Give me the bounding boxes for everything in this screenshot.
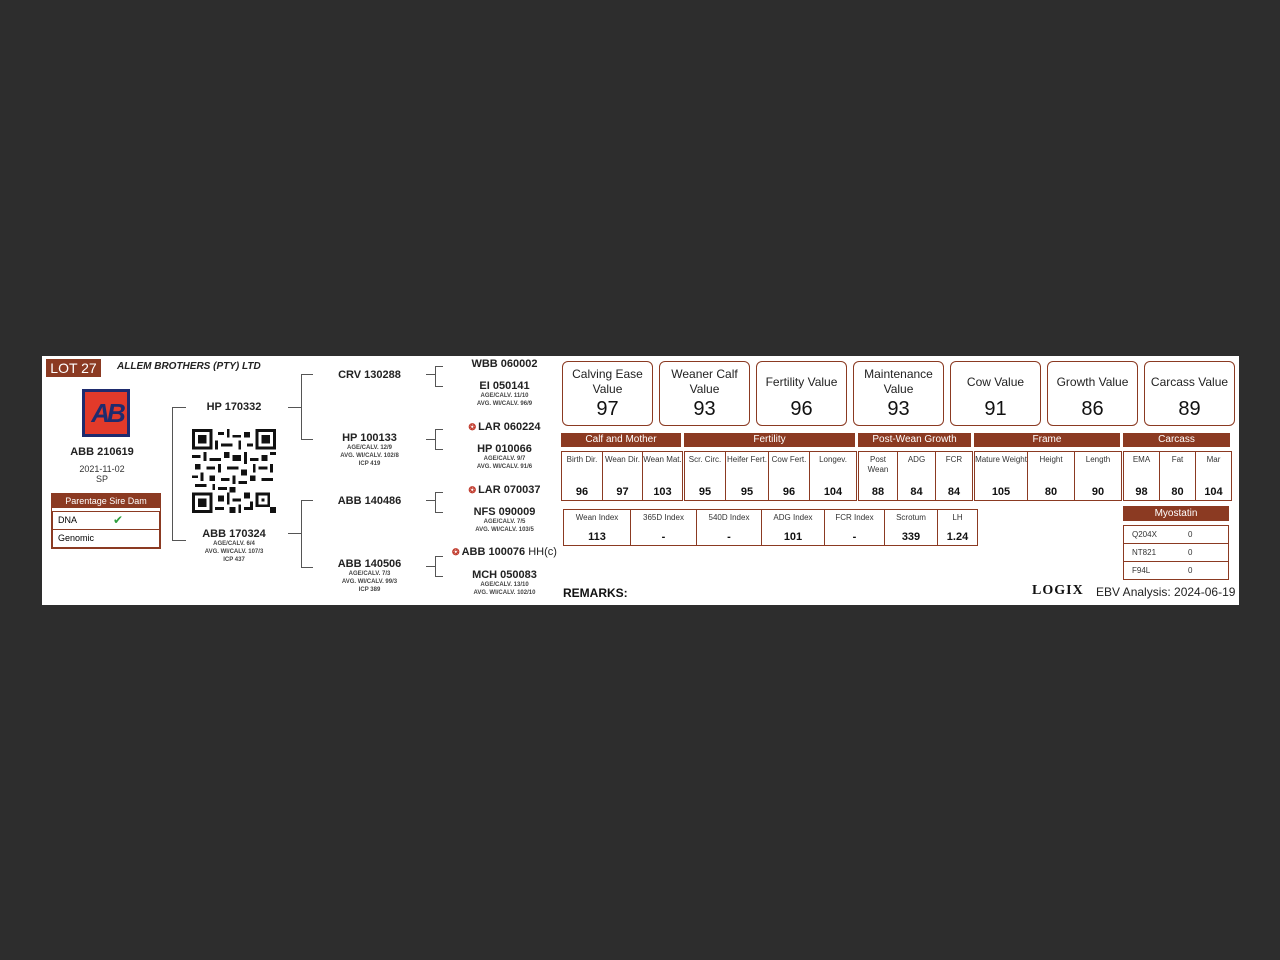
index-header: ADG Index xyxy=(773,513,813,522)
connector xyxy=(172,407,173,540)
ebv-value: 80 xyxy=(1044,486,1058,498)
index-value: 1.24 xyxy=(946,531,969,543)
ebv-value: 97 xyxy=(616,486,629,498)
connector xyxy=(288,407,301,408)
ebv-value: 96 xyxy=(782,486,796,498)
value-box-calving-ease xyxy=(562,361,653,426)
ebv-cell xyxy=(562,452,602,500)
ebv-cell xyxy=(602,452,642,500)
ebv-cell xyxy=(725,452,768,500)
myostatin-title: Myostatin xyxy=(1123,506,1229,521)
pedigree-sss: WBB 060002 xyxy=(471,358,538,370)
ebv-header: FCR xyxy=(945,455,963,464)
ebv-header: Wean Mat. xyxy=(643,455,682,464)
index-value: 101 xyxy=(783,531,803,543)
qr-code-icon[interactable] xyxy=(192,429,276,513)
group-header-calf-mother: Calf and Mother xyxy=(561,433,681,447)
connector xyxy=(435,429,443,430)
dss-id: LAR 070037 xyxy=(478,484,541,496)
check-icon: ✔ xyxy=(113,513,124,527)
value-box-carcass xyxy=(1144,361,1235,426)
connector xyxy=(301,374,302,439)
ebv-table-fertility xyxy=(684,451,857,501)
connector xyxy=(435,366,443,367)
group-header-fertility: Fertility xyxy=(684,433,855,447)
value-label: Carcass Value xyxy=(1150,374,1229,389)
ebv-value: 95 xyxy=(698,486,712,498)
connector xyxy=(172,407,186,408)
ebv-cell xyxy=(1027,452,1074,500)
group-header-carcass: Carcass xyxy=(1123,433,1230,447)
pedigree-sd xyxy=(317,432,422,468)
connector xyxy=(435,492,436,512)
value-number: 89 xyxy=(1178,398,1201,420)
value-label: Weaner Calf Value xyxy=(671,367,738,396)
parentage-row-genomic xyxy=(53,529,159,547)
logo-text: AB xyxy=(91,398,123,428)
dd-icp: ICP 389 xyxy=(358,587,381,593)
ebv-header: Birth Dir. xyxy=(566,455,598,464)
ssd-id: EI 050141 xyxy=(479,380,530,392)
index-header: 540D Index xyxy=(708,513,750,522)
connector xyxy=(435,556,443,557)
value-number: 93 xyxy=(693,398,716,420)
pedigree-dss xyxy=(446,484,563,496)
ebv-cell xyxy=(975,452,1027,500)
myostatin-row xyxy=(1123,544,1229,562)
sd-age: AGE/CALV. 12/9 xyxy=(346,445,393,451)
dam-icp: ICP 437 xyxy=(223,557,245,563)
value-box-fertility xyxy=(756,361,847,426)
dam-age: AGE/CALV. 6/4 xyxy=(213,541,255,547)
index-value: 113 xyxy=(588,531,606,543)
group-header-frame: Frame xyxy=(974,433,1120,447)
ebv-value: 95 xyxy=(740,486,754,498)
connector xyxy=(435,386,443,387)
index-header: Wean Index xyxy=(575,513,619,522)
value-label: Cow Value xyxy=(966,374,1025,389)
sdd-age: AGE/CALV. 9/7 xyxy=(483,456,526,462)
myostatin-table xyxy=(1123,506,1229,580)
parentage-table xyxy=(51,493,161,549)
index-table xyxy=(563,509,978,546)
connector xyxy=(301,500,302,567)
ebv-header: Cow Fert. xyxy=(771,455,807,464)
connector xyxy=(435,429,436,449)
brand-logo: LOGIX xyxy=(1032,583,1084,598)
owner-name: ALLEM BROTHERS (PTY) LTD xyxy=(117,361,261,372)
pedigree-sire: HP 170332 xyxy=(206,401,262,413)
genomic-flag-icon: ❂ xyxy=(452,547,460,557)
connector xyxy=(172,540,186,541)
ebv-value: 98 xyxy=(1135,486,1148,498)
ebv-value: 96 xyxy=(575,486,589,498)
myostatin-value: 0 xyxy=(1188,530,1193,539)
index-value: - xyxy=(727,531,731,543)
ddd-id: MCH 050083 xyxy=(472,569,537,581)
ebv-cell xyxy=(859,452,897,500)
ebv-header: Wean Dir. xyxy=(605,455,640,464)
sdd-avg: AVG. WI/CALV. 91/6 xyxy=(476,464,533,470)
ebv-value: 103 xyxy=(653,486,672,498)
remarks-label: REMARKS: xyxy=(563,586,628,600)
index-cell xyxy=(630,510,696,545)
connector xyxy=(301,567,313,568)
ebv-header: Longev. xyxy=(819,455,847,464)
sd-avg: AVG. WI/CALV. 102/8 xyxy=(340,453,399,459)
dsd-id: NFS 090009 xyxy=(473,506,536,518)
value-number: 86 xyxy=(1081,398,1104,420)
ebv-header: ADG xyxy=(907,455,926,464)
lot-badge: LOT 27 xyxy=(46,359,101,377)
ebv-table-carcass xyxy=(1123,451,1232,501)
ebv-header: Height xyxy=(1039,455,1063,464)
connector xyxy=(288,533,301,534)
ebv-table-post-wean xyxy=(858,451,973,501)
index-value: - xyxy=(852,531,857,543)
connector xyxy=(426,439,435,440)
ebv-value: 90 xyxy=(1091,486,1105,498)
connector xyxy=(435,492,443,493)
ebv-value: 105 xyxy=(991,486,1011,498)
pedigree-dds xyxy=(446,546,563,558)
ebv-cell xyxy=(1074,452,1121,500)
connector xyxy=(435,576,443,577)
ebv-cell xyxy=(685,452,725,500)
ddd-avg: AVG. WI/CALV. 102/10 xyxy=(473,590,536,596)
sd-icp: ICP 419 xyxy=(358,461,381,467)
value-label: Growth Value xyxy=(1056,374,1129,389)
dds-id: ABB 100076 xyxy=(461,546,526,558)
breeder-logo xyxy=(82,389,130,437)
ssd-avg: AVG. WI/CALV. 96/9 xyxy=(476,401,533,407)
pedigree-ssd xyxy=(446,380,563,408)
parentage-row-dna xyxy=(53,512,159,529)
value-box-cow xyxy=(950,361,1041,426)
dds-suffix: HH(c) xyxy=(528,546,557,558)
ebv-table-calf-mother xyxy=(561,451,683,501)
connector xyxy=(426,566,435,567)
myostatin-value: 0 xyxy=(1188,566,1193,575)
pedigree-dam xyxy=(190,528,278,564)
ebv-cell xyxy=(1195,452,1231,500)
dd-id: ABB 140506 xyxy=(337,558,402,570)
myostatin-key: Q204X xyxy=(1132,530,1157,539)
index-header: 365D Index xyxy=(643,513,684,522)
sd-id: HP 100133 xyxy=(342,432,397,444)
index-cell xyxy=(761,510,824,545)
ebv-header: EMA xyxy=(1132,455,1151,464)
animal-id: ABB 210619 xyxy=(70,446,134,458)
dd-avg: AVG. WI/CALV. 99/3 xyxy=(341,579,398,585)
index-cell xyxy=(937,510,977,545)
pedigree-sdd xyxy=(446,443,563,471)
value-box-weaner-calf xyxy=(659,361,750,426)
index-cell xyxy=(696,510,761,545)
myostatin-row xyxy=(1123,525,1229,544)
index-cell xyxy=(824,510,884,545)
connector xyxy=(426,374,435,375)
connector xyxy=(301,439,313,440)
index-header: Scrotum xyxy=(896,513,926,522)
sdd-id: HP 010066 xyxy=(477,443,532,455)
parentage-label: Genomic xyxy=(58,533,95,543)
ebv-header: Mature Weight xyxy=(975,455,1027,464)
animal-sex: SP xyxy=(95,474,108,484)
parentage-label: DNA xyxy=(58,515,78,525)
value-box-growth xyxy=(1047,361,1138,426)
pedigree-ss: CRV 130288 xyxy=(338,369,401,381)
ebv-value: 104 xyxy=(823,486,843,498)
sds-id: LAR 060224 xyxy=(478,421,541,433)
dd-age: AGE/CALV. 7/3 xyxy=(348,571,391,577)
animal-info xyxy=(42,446,162,484)
index-cell xyxy=(564,510,630,545)
connector xyxy=(426,500,435,501)
value-number: 91 xyxy=(984,398,1007,420)
ebv-header: Scr. Circ. xyxy=(688,455,722,464)
pedigree-sds xyxy=(446,421,563,433)
ebv-value: 84 xyxy=(947,486,961,498)
index-value: - xyxy=(661,531,666,543)
group-header-post-wean: Post-Wean Growth xyxy=(858,433,971,447)
animal-dob: 2021-11-02 xyxy=(79,464,125,474)
value-number: 93 xyxy=(887,398,910,420)
index-header: FCR Index xyxy=(835,513,874,522)
value-label: Calving Ease Value xyxy=(572,367,643,396)
ssd-age: AGE/CALV. 11/10 xyxy=(480,393,529,399)
parentage-header: Parentage Sire Dam xyxy=(52,494,160,508)
value-number: 97 xyxy=(596,398,619,420)
ebv-cell xyxy=(642,452,682,500)
connector xyxy=(301,500,313,501)
index-cell xyxy=(884,510,937,545)
dsd-avg: AVG. WI/CALV. 103/5 xyxy=(475,527,534,533)
ebv-cell xyxy=(809,452,856,500)
ebv-cell xyxy=(1159,452,1195,500)
myostatin-row xyxy=(1123,562,1229,580)
myostatin-key: F94L xyxy=(1132,566,1151,575)
ebv-header: Fat xyxy=(1171,455,1184,464)
value-label: Maintenance Value xyxy=(864,367,933,396)
ddd-age: AGE/CALV. 13/10 xyxy=(480,582,529,588)
lot-card xyxy=(42,356,1239,605)
value-box-maintenance xyxy=(853,361,944,426)
ebv-header: Length xyxy=(1085,455,1111,464)
ebv-header: Mar xyxy=(1206,455,1221,464)
pedigree-dsd xyxy=(446,506,563,534)
index-header: LH xyxy=(952,513,963,522)
ebv-table-frame xyxy=(974,451,1122,501)
ebv-value: 84 xyxy=(910,486,923,498)
dsd-age: AGE/CALV. 7/5 xyxy=(483,519,526,525)
ebv-analysis-date: EBV Analysis: 2024-06-19 xyxy=(1096,585,1236,599)
ebv-cell xyxy=(897,452,935,500)
ebv-value: 80 xyxy=(1171,486,1184,498)
dam-id: ABB 170324 xyxy=(202,528,266,540)
ebv-header: Post Wean xyxy=(867,455,889,474)
connector xyxy=(435,556,436,576)
ebv-cell xyxy=(1124,452,1159,500)
myostatin-value: 0 xyxy=(1188,548,1193,557)
dam-avg: AVG. WI/CALV. 107/3 xyxy=(204,549,264,555)
ebv-header: Heifer Fert. xyxy=(726,455,767,464)
connector xyxy=(435,366,436,386)
value-number: 96 xyxy=(790,398,813,420)
connector xyxy=(435,449,443,450)
pedigree-ddd xyxy=(446,569,563,597)
value-label: Fertility Value xyxy=(765,374,838,389)
connector xyxy=(435,512,443,513)
connector xyxy=(301,374,313,375)
genomic-flag-icon: ❂ xyxy=(468,485,477,495)
index-value: 339 xyxy=(901,531,921,543)
ebv-cell xyxy=(935,452,972,500)
ebv-value: 104 xyxy=(1204,486,1223,498)
ebv-cell xyxy=(768,452,809,500)
genomic-flag-icon: ❂ xyxy=(468,422,477,432)
pedigree-dd xyxy=(317,558,422,594)
ebv-value: 88 xyxy=(871,486,885,498)
myostatin-key: NT821 xyxy=(1132,548,1157,557)
pedigree-ds: ABB 140486 xyxy=(337,495,402,507)
